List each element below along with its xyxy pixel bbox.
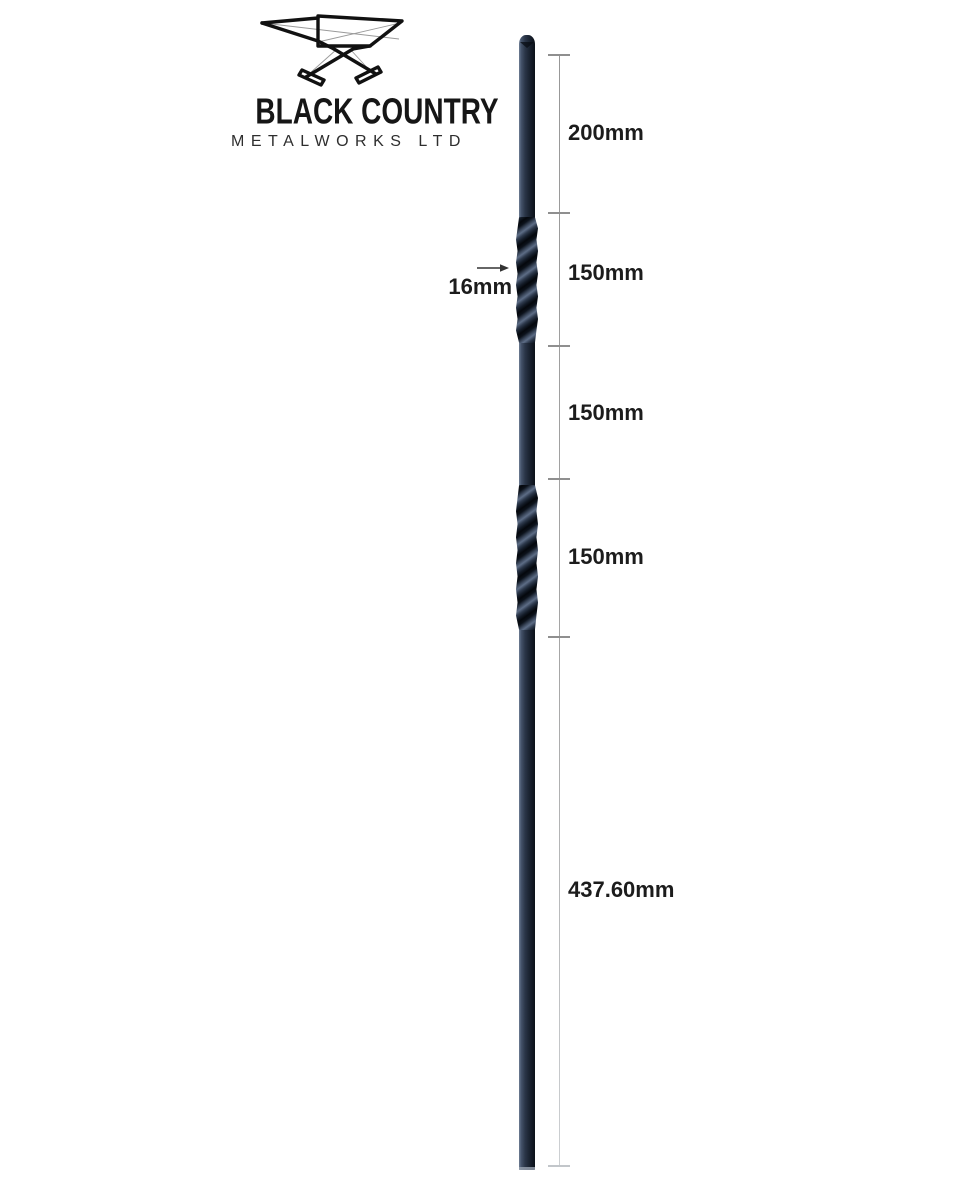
- dimension-label-middle: 150mm: [568, 400, 644, 425]
- width-arrow-icon: [476, 263, 510, 273]
- dimension-tick: [548, 636, 570, 638]
- dimension-label-top: 200mm: [568, 120, 644, 145]
- dimension-tick: [548, 54, 570, 56]
- brand-logo: [225, 8, 499, 150]
- spindle-bar: [519, 35, 535, 1170]
- width-label: 16mm: [448, 274, 512, 299]
- dimension-tick: [548, 478, 570, 480]
- anvil-icon: [250, 8, 420, 93]
- spindle-bottom-edge: [519, 1167, 535, 1170]
- dimension-line: [559, 55, 560, 1167]
- brand-subtitle: METALWORKS LTD: [231, 133, 467, 150]
- dimension-tick: [548, 1165, 570, 1167]
- dimension-tick: [548, 345, 570, 347]
- dimension-label-lower-twist: 150mm: [568, 544, 644, 569]
- dimension-tick: [548, 212, 570, 214]
- spindle-twist-upper: [516, 217, 538, 343]
- brand-name: BLACK COUNTRY: [255, 91, 499, 132]
- spindle-top-cap: [520, 42, 534, 48]
- dimension-label-upper-twist: 150mm: [568, 260, 644, 285]
- spindle-twist-lower: [516, 485, 538, 630]
- dimension-label-bottom: 437.60mm: [568, 877, 675, 902]
